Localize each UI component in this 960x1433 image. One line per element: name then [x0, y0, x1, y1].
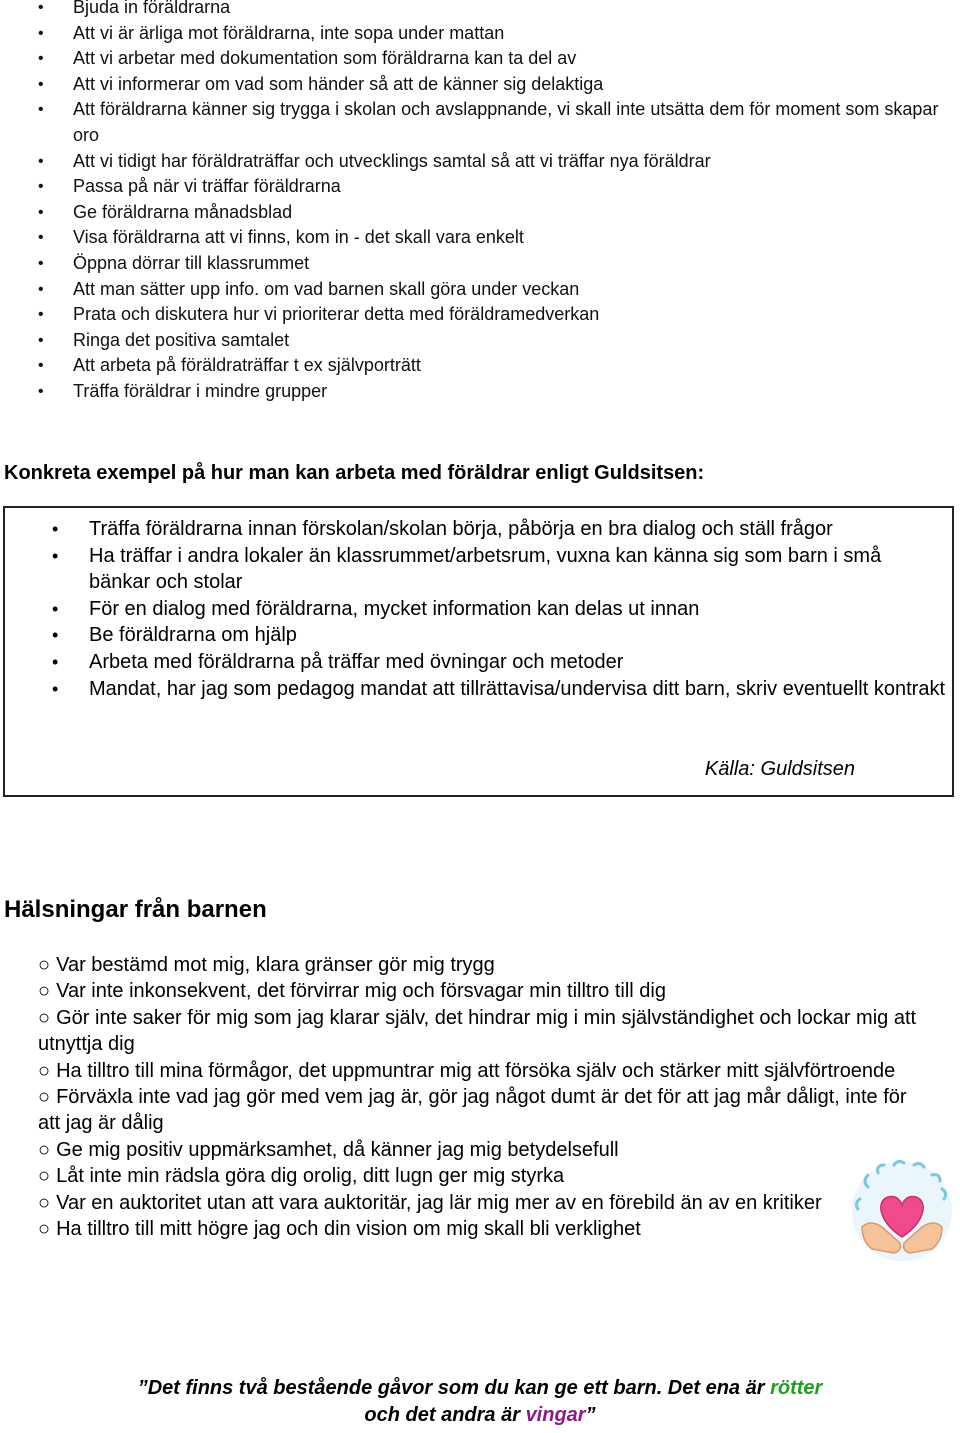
circle-bullet-icon: ○	[38, 1165, 51, 1188]
list-item	[0, 200, 940, 226]
greetings-list	[38, 952, 918, 1242]
examples-list	[5, 516, 945, 702]
list-item-text: Att vi informerar om vad som händer så att de känner sig delaktiga	[73, 73, 604, 94]
greeting-item	[38, 952, 918, 978]
list-item-text: Bjuda in föräldrarna	[73, 0, 231, 17]
list-item-text: Ge föräldrarna månadsblad	[73, 201, 293, 222]
greeting-item-text: Ge mig positiv uppmärksamhet, då känner jag mig betydelsefull	[56, 1138, 619, 1161]
example-item	[5, 516, 945, 543]
bullet-icon: •	[38, 254, 44, 272]
bullet-icon: •	[38, 331, 44, 349]
example-item	[5, 596, 945, 623]
circle-bullet-icon: ○	[38, 1138, 51, 1161]
greeting-item-text: Låt inte min rädsla göra dig orolig, ditt lugn ger mig styrka	[56, 1165, 565, 1188]
bullet-icon: •	[38, 24, 44, 42]
bullet-icon: •	[38, 382, 44, 400]
bullet-icon: •	[52, 545, 59, 566]
circle-bullet-icon: ○	[38, 1191, 51, 1214]
bullet-icon: •	[52, 519, 59, 539]
circle-bullet-icon: ○	[38, 1006, 51, 1029]
bullet-icon: •	[38, 0, 44, 16]
list-item-text: Träffa föräldrar i mindre grupper	[73, 380, 328, 401]
circle-bullet-icon: ○	[38, 1059, 51, 1082]
bullet-icon: •	[52, 625, 59, 646]
greeting-item	[38, 1190, 918, 1216]
circle-bullet-icon: ○	[38, 954, 51, 976]
bullet-icon: •	[38, 50, 44, 68]
quote-open-mark: ”	[137, 1377, 148, 1399]
circle-bullet-icon: ○	[38, 980, 51, 1003]
bullet-icon: •	[52, 678, 59, 699]
greeting-item-text: Gör inte saker för mig som jag klarar själv, det hindrar mig i min självständighet och lockar mig att utnyttja dig	[38, 1006, 917, 1056]
greeting-item	[38, 1137, 918, 1163]
list-item	[0, 302, 940, 328]
list-item	[0, 328, 940, 354]
list-item-text: Att vi är ärliga mot föräldrarna, inte sopa under mattan	[73, 22, 505, 43]
list-item	[0, 97, 940, 148]
bullet-icon: •	[38, 306, 44, 324]
greeting-item	[38, 1163, 918, 1189]
bullet-icon: •	[38, 357, 44, 375]
list-item-text: Ringa det positiva samtalet	[73, 329, 290, 350]
list-item-text: Prata och diskutera hur vi prioriterar detta med föräldramedverkan	[73, 304, 600, 325]
list-item	[0, 353, 940, 379]
example-item-text: Mandat, har jag som pedagog mandat att tillrättavisa/undervisa ditt barn, skriv eventuellt kontrakt	[89, 677, 946, 700]
circle-bullet-icon: ○	[38, 1086, 51, 1109]
list-item	[0, 46, 940, 72]
greeting-item-text: Var inte inkonsekvent, det förvirrar mig och försvagar min tilltro till dig	[56, 980, 666, 1003]
example-item	[5, 622, 945, 649]
example-item-text: För en dialog med föräldrarna, mycket information kan delas ut innan	[89, 597, 700, 620]
example-item	[5, 649, 945, 676]
list-item	[0, 251, 940, 277]
example-item-text: Ha träffar i andra lokaler än klassrummet/arbetsrum, vuxna kan känna sig som barn i små bänkar och stolar	[89, 544, 882, 594]
bullet-icon: •	[52, 598, 59, 619]
quote-word-wings: vingar	[525, 1404, 586, 1426]
greeting-item-text: Ha tilltro till mina förmågor, det uppmuntrar mig att försöka själv och stärker mitt självförtroende	[56, 1059, 896, 1082]
section-heading-greetings: Hälsningar från barnen	[4, 896, 267, 923]
greeting-item-text: Var bestämd mot mig, klara gränser gör mig trygg	[56, 954, 495, 976]
circle-bullet-icon: ○	[38, 1218, 51, 1241]
source-label: Källa: Guldsitsen	[704, 758, 855, 780]
list-item	[0, 0, 940, 21]
greeting-item	[38, 978, 918, 1004]
list-item-text: Att vi arbetar med dokumentation som föräldrarna kan ta del av	[73, 48, 577, 69]
tips-list	[0, 0, 940, 405]
list-item	[0, 21, 940, 47]
greeting-item	[38, 1084, 918, 1137]
bullet-icon: •	[38, 229, 44, 247]
bullet-icon: •	[38, 101, 44, 119]
list-item	[0, 72, 940, 98]
heart-hands-icon	[848, 1157, 956, 1265]
greeting-item-text: Ha tilltro till mitt högre jag och din vision om mig skall bli verklighet	[56, 1218, 641, 1241]
list-item	[0, 174, 940, 200]
list-item-text: Att föräldrarna känner sig trygga i skolan och avslappnande, vi skall inte utsätta dem för moment som skapar oro	[73, 99, 939, 145]
section-heading-examples: Konkreta exempel på hur man kan arbeta med föräldrar enligt Guldsitsen:	[4, 462, 705, 484]
bullet-icon: •	[52, 651, 59, 672]
greeting-item	[38, 1216, 918, 1242]
bullet-icon: •	[38, 178, 44, 196]
list-item-text: Att arbeta på föräldraträffar t ex självporträtt	[73, 355, 421, 376]
greeting-item-text: Förväxla inte vad jag gör med vem jag är, gör jag något dumt är det för att jag mår dåligt, inte för att jag är dålig	[38, 1086, 907, 1135]
example-item-text: Träffa föräldrarna innan förskolan/skolan börja, påbörja en bra dialog och ställ frågor	[89, 518, 833, 540]
example-item	[5, 676, 945, 703]
quote-text-part1: Det finns två bestående gåvor som du kan ge ett barn. Det ena är	[147, 1377, 771, 1399]
greeting-item	[38, 1058, 918, 1084]
quote-close-mark: ”	[585, 1404, 596, 1426]
example-item-text: Arbeta med föräldrarna på träffar med övningar och metoder	[89, 650, 624, 673]
bullet-icon: •	[38, 203, 44, 221]
examples-box	[3, 506, 954, 797]
list-item	[0, 149, 940, 175]
list-item-text: Visa föräldrarna att vi finns, kom in - det skall vara enkelt	[73, 227, 524, 248]
list-item-text: Att man sätter upp info. om vad barnen skall göra under veckan	[73, 278, 580, 299]
bullet-icon: •	[38, 152, 44, 170]
bullet-icon: •	[38, 75, 44, 93]
list-item-text: Passa på när vi träffar föräldrarna	[73, 176, 341, 197]
quote-word-roots: rötter	[770, 1377, 823, 1399]
bullet-icon: •	[38, 280, 44, 298]
list-item	[0, 277, 940, 303]
list-item-text: Att vi tidigt har föräldraträffar och utvecklings samtal så att vi träffar nya föräldrar	[73, 150, 711, 171]
example-item	[5, 543, 945, 596]
example-item-text: Be föräldrarna om hjälp	[89, 624, 297, 647]
list-item	[0, 379, 940, 405]
list-item-text: Öppna dörrar till klassrummet	[73, 252, 310, 273]
closing-quote	[0, 1375, 960, 1429]
greeting-item	[38, 1005, 918, 1058]
list-item	[0, 225, 940, 251]
greeting-item-text: Var en auktoritet utan att vara auktoritär, jag lär mig mer av en förebild än av en kritiker	[56, 1191, 822, 1214]
quote-text-part2: och det andra är	[364, 1404, 526, 1426]
